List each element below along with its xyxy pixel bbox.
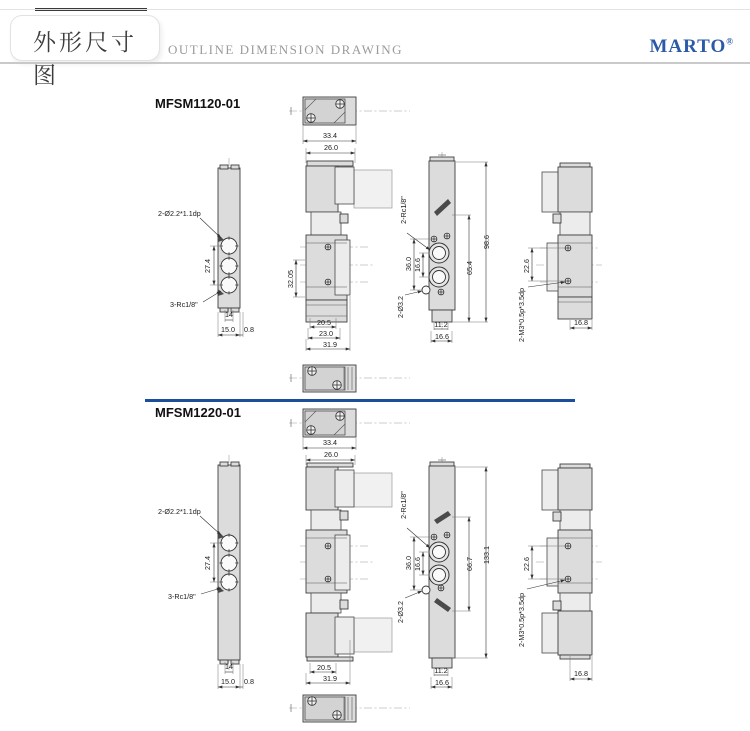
screw-crosshair-icon [444, 233, 450, 239]
screw-crosshair-icon [325, 543, 331, 549]
dim-slot: 14 [225, 310, 233, 319]
screw-crosshair-icon [333, 711, 342, 720]
port-circle-icon [429, 542, 449, 562]
label-port-holes: 2-Ø3.2 [396, 296, 405, 318]
dim-front-d3: 31.9 [323, 340, 337, 349]
top-view [289, 97, 410, 144]
label-ports: 3-Rc1/8" [170, 300, 198, 309]
side-view [158, 455, 254, 689]
screw-crosshair-icon [325, 244, 331, 250]
dim-port-v4: 133.1 [482, 546, 491, 564]
label-port-threads: 2-Rc1/8" [399, 491, 408, 519]
header-topline [0, 9, 750, 10]
screw-crosshair-icon [325, 576, 331, 582]
dim-right-v1: 22.6 [522, 259, 531, 273]
page-title-cn: 外形尺寸图 [33, 30, 137, 89]
dim-right-b1: 16.8 [574, 318, 588, 327]
dim-slot: 14 [225, 662, 233, 671]
dim-port-v1: 36.0 [404, 257, 413, 271]
screw-crosshair-icon [431, 534, 437, 540]
dim-port-b1: 11.2 [434, 666, 448, 675]
dim-port-pitch: 27.4 [203, 556, 212, 570]
dim-side-width: 15.0 [221, 325, 235, 334]
dim-port-b2: 16.6 [435, 678, 449, 687]
top-view [289, 409, 410, 450]
dim-port-v4: 98.6 [482, 235, 491, 249]
dim-port-b1: 11.2 [434, 320, 448, 329]
dim-port-b2: 16.6 [435, 332, 449, 341]
dim-port-v3: 65.4 [465, 261, 474, 275]
dim-port-v3: 66.7 [465, 557, 474, 571]
dim-port-v2: 16.6 [413, 557, 422, 571]
screw-crosshair-icon [565, 245, 571, 251]
screw-crosshair-icon [565, 543, 571, 549]
label-thread: 2-M3*0.5p*3.5dp [517, 288, 526, 342]
front-view [300, 450, 392, 685]
screw-crosshair-icon [307, 426, 316, 435]
brand-name: MARTO [649, 36, 727, 57]
dim-port-v1: 36.0 [404, 556, 413, 570]
screw-crosshair-icon [325, 279, 331, 285]
port-view [396, 457, 491, 689]
screw-crosshair-icon [307, 114, 316, 123]
dim-port-pitch: 27.4 [203, 259, 212, 273]
screw-crosshair-icon [336, 412, 345, 421]
brand-reg-mark: ® [726, 36, 734, 47]
bottom-view [289, 365, 410, 392]
dim-front-width: 26.0 [324, 143, 338, 152]
model-title-1: MFSM1120-01 [155, 96, 241, 111]
side-view [158, 158, 254, 337]
title-box [10, 15, 160, 89]
dim-front-d3: 31.9 [323, 674, 337, 683]
model-title-2: MFSM1220-01 [155, 405, 241, 420]
screw-crosshair-icon [431, 236, 437, 242]
dim-front-d1: 20.5 [317, 663, 331, 672]
bottom-view [289, 695, 410, 722]
right-view [517, 163, 602, 342]
drawing-mfsm1120 [0, 85, 750, 405]
dim-side-width: 15.0 [221, 677, 235, 686]
screw-crosshair-icon [444, 532, 450, 538]
screw-crosshair-icon [438, 585, 444, 591]
label-mount-holes: 2-Ø2.2*1.1dp [158, 209, 201, 218]
dim-top-width: 33.4 [323, 131, 337, 140]
page-title-en: OUTLINE DIMENSION DRAWING [168, 42, 404, 57]
dim-step: 0.8 [244, 325, 254, 334]
screw-crosshair-icon [308, 367, 317, 376]
label-port-holes: 2-Ø3.2 [396, 601, 405, 623]
screw-crosshair-icon [336, 100, 345, 109]
port-view [396, 152, 491, 343]
front-view [286, 143, 392, 351]
dim-step: 0.8 [244, 677, 254, 686]
label-port-threads: 2-Rc1/8" [399, 196, 408, 224]
screw-crosshair-icon [333, 381, 342, 390]
drawing-mfsm1220 [0, 405, 750, 731]
screw-crosshair-icon [565, 576, 571, 582]
dim-port-v2: 16.6 [413, 258, 422, 272]
label-ports: 3-Rc1/8" [168, 592, 196, 601]
port-circle-icon [429, 565, 449, 585]
right-view [517, 464, 602, 681]
dim-front-height: 32.05 [286, 270, 295, 288]
dim-front-d2: 23.0 [319, 329, 333, 338]
dim-front-d1: 20.5 [317, 318, 331, 327]
label-mount-holes: 2-Ø2.2*1.1dp [158, 507, 201, 516]
header-divider [0, 62, 750, 64]
screw-crosshair-icon [438, 289, 444, 295]
screw-crosshair-icon [308, 697, 317, 706]
dim-top-width: 33.4 [323, 438, 337, 447]
screw-crosshair-icon [565, 278, 571, 284]
dim-front-width: 26.0 [324, 450, 338, 459]
dim-right-b1: 16.8 [574, 669, 588, 678]
dim-right-v1: 22.6 [522, 557, 531, 571]
port-circle-icon [429, 267, 449, 287]
brand-logo [649, 36, 734, 58]
label-thread: 2-M3*0.5p*3.5dp [517, 593, 526, 647]
port-circle-icon [429, 243, 449, 263]
